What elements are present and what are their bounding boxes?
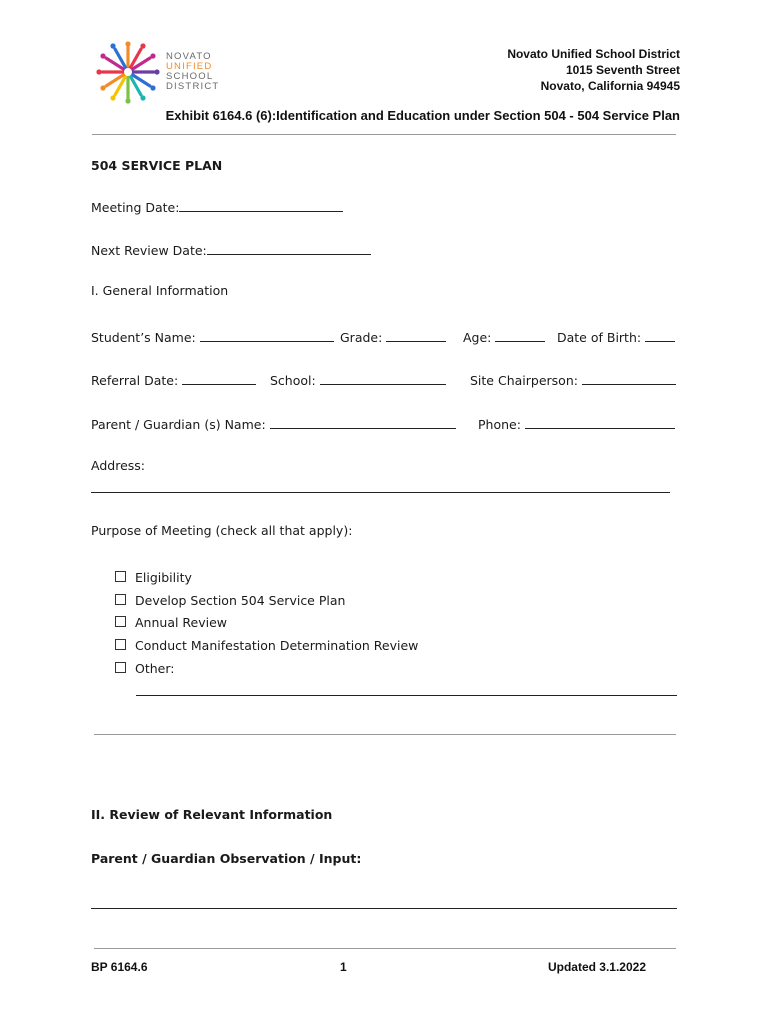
student-name-label: Student’s Name: xyxy=(91,330,196,345)
dob-label: Date of Birth: xyxy=(557,330,642,345)
header-divider xyxy=(92,134,676,135)
parent-name-label: Parent / Guardian (s) Name: xyxy=(91,417,266,432)
checkbox-annual-review[interactable] xyxy=(115,616,126,627)
meeting-date-label: Meeting Date: xyxy=(91,200,180,215)
site-chair-label: Site Chairperson: xyxy=(470,373,578,388)
dob-group xyxy=(557,327,675,345)
purpose-label: Purpose of Meeting (check all that apply): xyxy=(91,523,353,538)
referral-date-field[interactable] xyxy=(182,370,256,385)
checkbox-item-other[interactable] xyxy=(115,658,418,681)
address-label: Address: xyxy=(91,458,145,473)
grade-group xyxy=(340,327,446,345)
parent-name-field[interactable] xyxy=(270,414,456,429)
age-field[interactable] xyxy=(495,327,545,342)
checkbox-label: Develop Section 504 Service Plan xyxy=(135,592,346,608)
site-chair-group xyxy=(470,370,676,388)
site-chair-field[interactable] xyxy=(582,370,676,385)
checkbox-manifestation[interactable] xyxy=(115,639,126,650)
district-logo xyxy=(96,40,160,104)
parent-observation-label: Parent / Guardian Observation / Input: xyxy=(91,851,362,866)
next-review-label: Next Review Date: xyxy=(91,243,207,258)
referral-date-group xyxy=(91,370,256,388)
logo-line-3: SCHOOL xyxy=(166,71,214,82)
logo-line-4: DISTRICT xyxy=(166,81,220,92)
referral-date-label: Referral Date: xyxy=(91,373,179,388)
checkbox-label: Conduct Manifestation Determination Review xyxy=(135,638,419,654)
checkbox-list xyxy=(115,567,418,681)
dob-field[interactable] xyxy=(645,327,675,342)
parent-name-group xyxy=(91,414,456,432)
next-review-field[interactable] xyxy=(207,240,371,255)
checkbox-develop-plan[interactable] xyxy=(115,594,126,605)
address-line-1: Novato Unified School District xyxy=(507,47,680,61)
checkbox-item-annual-review[interactable] xyxy=(115,612,418,635)
logo-line-1: NOVATO xyxy=(166,51,212,62)
review-heading: II. Review of Relevant Information xyxy=(91,807,333,822)
school-group xyxy=(270,370,446,388)
parent-observation-field[interactable] xyxy=(91,908,677,909)
checkbox-label: Annual Review xyxy=(135,615,228,631)
checkbox-label: Eligibility xyxy=(135,570,192,585)
other-field[interactable] xyxy=(136,695,677,696)
meeting-date-row xyxy=(91,197,343,215)
logo-line-2: UNIFIED xyxy=(166,61,213,72)
checkbox-item-eligibility[interactable] xyxy=(115,567,418,590)
address-line-3: Novato, California 94945 xyxy=(540,79,680,93)
footer-updated: Updated 3.1.2022 xyxy=(547,960,646,974)
school-field[interactable] xyxy=(320,370,446,385)
phone-field[interactable] xyxy=(525,414,675,429)
page-number: 1 xyxy=(340,960,347,974)
next-review-row xyxy=(91,240,371,258)
meeting-date-field[interactable] xyxy=(179,197,343,212)
section-title: 504 SERVICE PLAN xyxy=(91,158,223,173)
school-label: School: xyxy=(270,373,316,388)
grade-label: Grade: xyxy=(340,330,383,345)
student-name-group xyxy=(91,327,334,345)
phone-group xyxy=(478,414,675,432)
exhibit-title: Exhibit 6164.6 (6):Identification and Education under Section 504 - 504 Service Plan xyxy=(165,108,680,123)
address-line-2: 1015 Seventh Street xyxy=(565,63,680,77)
checkbox-item-develop-plan[interactable] xyxy=(115,590,418,613)
checkbox-eligibility[interactable] xyxy=(115,571,126,582)
student-name-field[interactable] xyxy=(200,327,334,342)
section-divider xyxy=(94,734,676,735)
age-label: Age: xyxy=(463,330,492,345)
general-info-heading: I. General Information xyxy=(91,283,229,298)
checkbox-label: Other: xyxy=(135,660,175,676)
starburst-logo-icon xyxy=(96,40,160,104)
footer-divider xyxy=(94,948,676,949)
footer-left: BP 6164.6 xyxy=(91,960,148,974)
phone-label: Phone: xyxy=(478,417,521,432)
checkbox-item-manifestation[interactable] xyxy=(115,635,418,658)
address-field[interactable] xyxy=(91,492,670,493)
checkbox-other[interactable] xyxy=(115,662,126,673)
age-group xyxy=(463,327,545,345)
grade-field[interactable] xyxy=(386,327,446,342)
logo-wordmark xyxy=(166,52,219,92)
district-address xyxy=(507,46,680,94)
